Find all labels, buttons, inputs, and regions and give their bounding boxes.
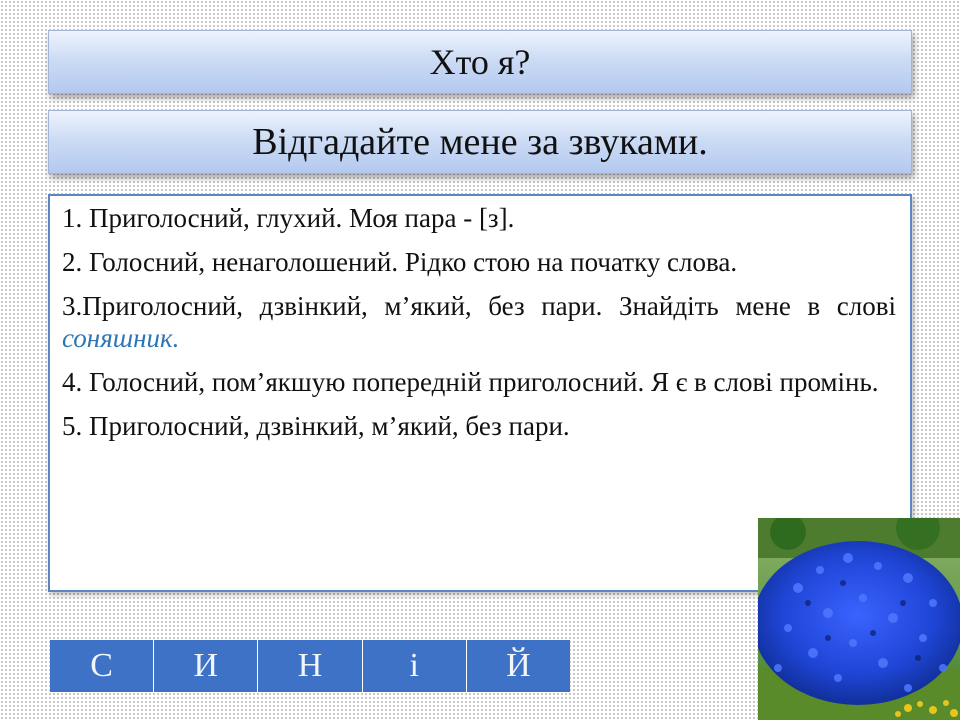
slide-subtitle: Відгадайте мене за звуками. bbox=[252, 121, 708, 163]
answer-letter-1: С bbox=[50, 640, 154, 692]
slide-subtitle-bar bbox=[48, 110, 912, 174]
clue-item-4 bbox=[62, 366, 896, 398]
clue-item-2 bbox=[62, 246, 896, 278]
answer-letter-3: Н bbox=[258, 640, 362, 692]
clue-text: 4. Голосний, пом’якшую попередній приголосний. Я є в слові промінь. bbox=[62, 367, 879, 397]
clue-text: 1. Приголосний, глухий. Моя пара - [з]. bbox=[62, 203, 515, 233]
clue-highlight-word: соняшник. bbox=[62, 323, 180, 353]
clue-text: 5. Приголосний, дзвінкий, м’який, без пари. bbox=[62, 411, 570, 441]
answer-letter-2: И bbox=[154, 640, 258, 692]
answer-letters-row bbox=[50, 640, 570, 692]
clue-text: 3.Приголосний, дзвінкий, м’який, без пари. Знайдіть мене в слові bbox=[62, 291, 896, 321]
clue-item-5 bbox=[62, 410, 896, 442]
flower-illustration bbox=[758, 518, 960, 720]
clue-item-1 bbox=[62, 202, 896, 234]
answer-letter-4: і bbox=[363, 640, 467, 692]
slide-title-bar bbox=[48, 30, 912, 94]
clue-item-3 bbox=[62, 290, 896, 354]
answer-letter-5: Й bbox=[467, 640, 570, 692]
blue-flowering-bush-photo bbox=[758, 518, 960, 720]
slide-title: Хто я? bbox=[429, 42, 531, 82]
clue-text: 2. Голосний, ненаголошений. Рідко стою на початку слова. bbox=[62, 247, 738, 277]
